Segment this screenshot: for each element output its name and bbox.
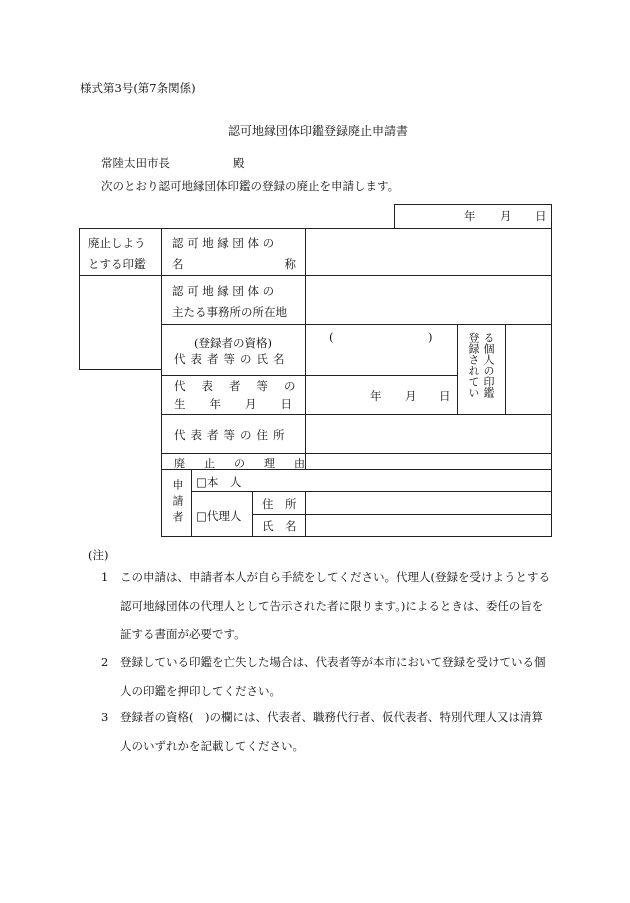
proxy-address-label: 住 所 bbox=[262, 497, 297, 511]
addressee: 常陸太田市長 bbox=[101, 156, 170, 170]
seal-label-line1: 廃止しよう bbox=[88, 236, 146, 250]
note-text: この申請は、申請者本人が自ら手続をしてください。代理人(登録を受けようとする認可地縁団体の代理人として告示された者に限ります。)によるときは、委任の旨を証する書面が必要です。 bbox=[120, 570, 550, 641]
proxy-name-label: 氏 名 bbox=[262, 519, 297, 533]
note-text: 登録者の資格( )の欄には、代表者、職務代行者、仮代表者、特別代理人又は清算人のいずれかを記載してください。 bbox=[120, 710, 543, 753]
form-title: 認可地縁団体印鑑登録廃止申請書 bbox=[228, 124, 409, 138]
note-number: 1 bbox=[101, 570, 109, 584]
form-number: 様式第3号(第7条関係) bbox=[80, 81, 196, 95]
note-item-2 bbox=[101, 648, 551, 706]
org-name-label-justified bbox=[172, 256, 296, 272]
note-item-1 bbox=[101, 563, 551, 649]
office-label-line1: 認可地縁団体の bbox=[172, 284, 278, 298]
birth-year: 年 bbox=[370, 389, 382, 403]
birth-day: 日 bbox=[439, 389, 451, 403]
birth-label-line1: 代表者等の bbox=[174, 379, 312, 393]
reason-label: 廃止の理由 bbox=[174, 457, 324, 470]
honorific: 殿 bbox=[233, 156, 245, 170]
org-name-char-1: 名 bbox=[172, 257, 184, 271]
note-text: 登録している印鑑を亡失した場合は、代表者等が本市において登録を受けている個人の印鑑を押印してください。 bbox=[120, 655, 546, 698]
note-item-3 bbox=[101, 703, 551, 761]
registered-seal-label-left: 登録されてい bbox=[467, 332, 480, 398]
birth-label-line2: 生年月日 bbox=[174, 397, 316, 411]
notes-heading: (注) bbox=[88, 548, 109, 562]
date-month: 月 bbox=[500, 209, 512, 223]
date-year: 年 bbox=[464, 209, 476, 223]
qualification-paren-open: ( bbox=[329, 330, 334, 344]
self-checkbox-option[interactable]: □本 人 bbox=[196, 475, 242, 489]
office-label-line2: 主たる事務所の所在地 bbox=[172, 305, 287, 319]
applicant-label: 申請者 bbox=[171, 479, 184, 527]
note-number: 2 bbox=[101, 655, 109, 669]
birth-month: 月 bbox=[405, 389, 417, 403]
rep-qualification-label: (登録者の資格) bbox=[194, 336, 272, 350]
seal-label-line2: とする印鑑 bbox=[88, 257, 146, 271]
note-number: 3 bbox=[101, 710, 109, 724]
org-name-char-2: 称 bbox=[284, 257, 296, 271]
rep-address-label: 代表者等の住所 bbox=[174, 428, 290, 442]
rep-name-label: 代表者等の氏名 bbox=[174, 352, 290, 366]
org-name-label-line1: 認可地縁団体の bbox=[172, 236, 278, 250]
proxy-checkbox-option[interactable]: □代理人 bbox=[196, 509, 242, 523]
registered-seal-label-right: る個人の印鑑 bbox=[482, 332, 495, 398]
qualification-paren-close: ) bbox=[428, 330, 433, 344]
date-day: 日 bbox=[535, 209, 547, 223]
intro-text: 次のとおり認可地縁団体印鑑の登録の廃止を申請します。 bbox=[101, 179, 400, 193]
